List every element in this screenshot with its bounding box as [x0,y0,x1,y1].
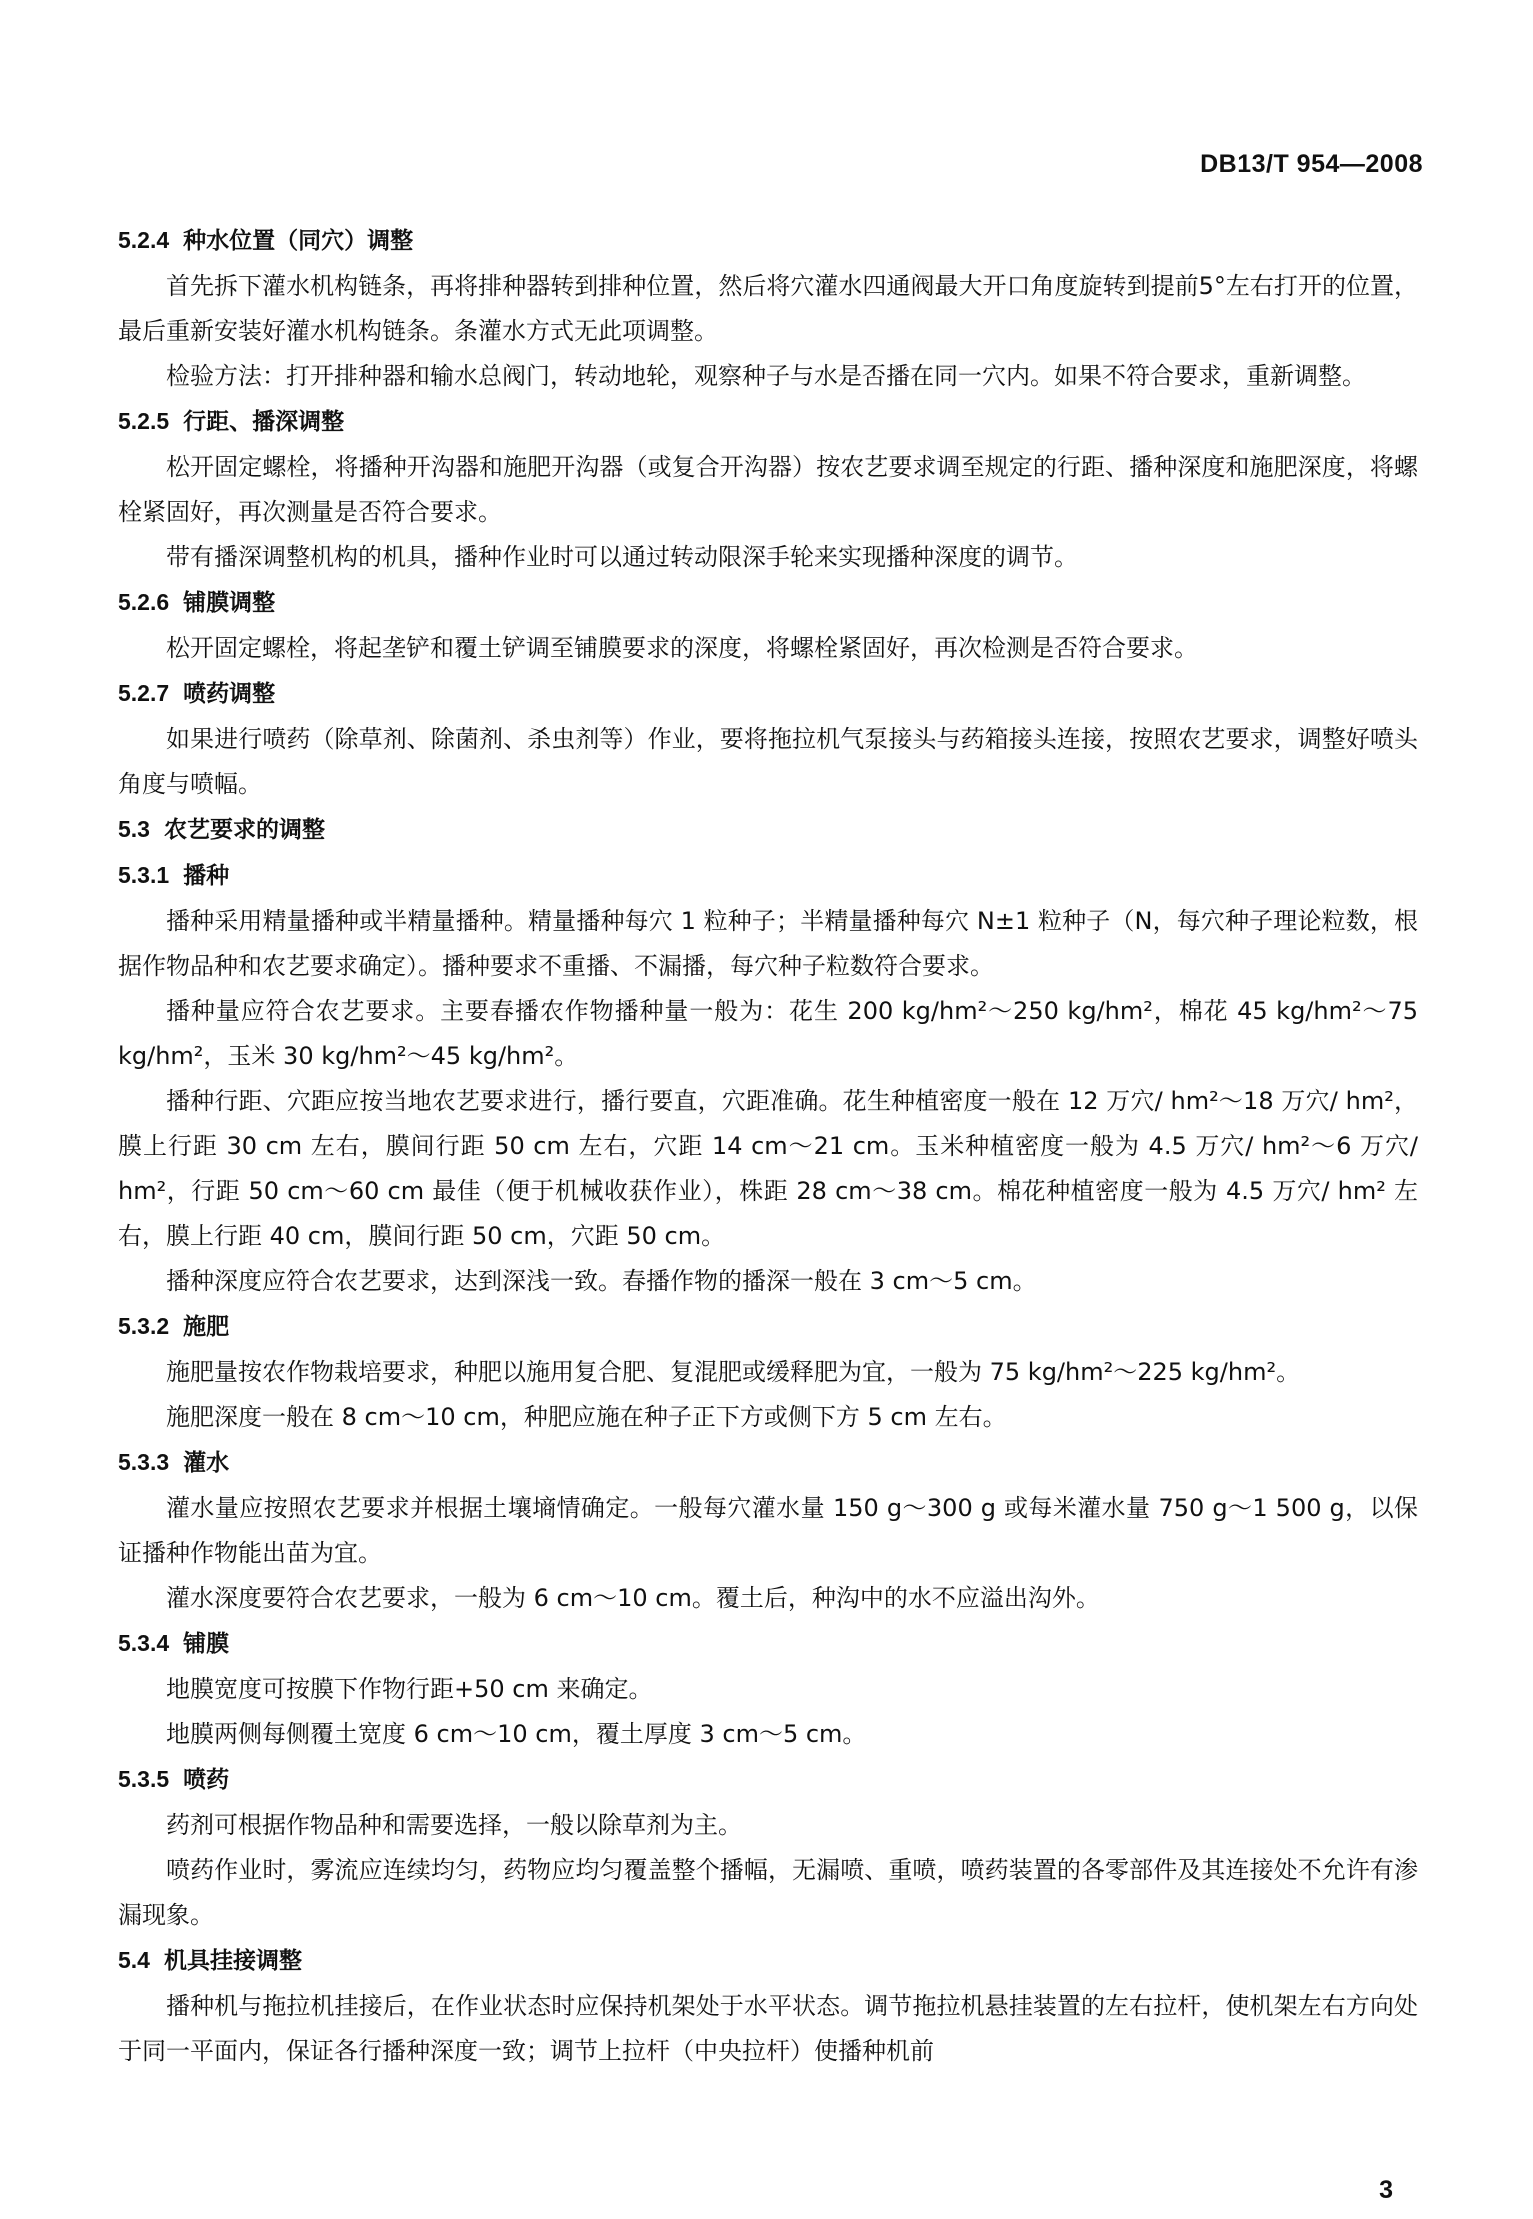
paragraph: 播种采用精量播种或半精量播种。精量播种每穴 1 粒种子；半精量播种每穴 N±1 粒种子（N，每穴种子理论粒数，根据作物品种和农艺要求确定）。播种要求不重播、不漏播，每穴种子粒数符合要求。 [118,907,1418,980]
section-title: 机具挂接调整 [163,1948,302,1974]
section-number: 5.4 [118,1947,150,1973]
section-title: 喷药调整 [183,681,276,707]
section-title: 播种 [183,863,230,889]
section-heading [118,1440,1418,1486]
paragraph: 施肥深度一般在 8 cm～10 cm，种肥应施在种子正下方或侧下方 5 cm 左右。 [166,1403,1007,1431]
paragraph: 地膜宽度可按膜下作物行距+50 cm 来确定。 [166,1675,653,1703]
section-number: 5.3.5 [118,1766,170,1792]
paragraph: 松开固定螺栓，将播种开沟器和施肥开沟器（或复合开沟器）按农艺要求调至规定的行距、播种深度和施肥深度，将螺栓紧固好，再次测量是否符合要求。 [118,453,1418,526]
section-number: 5.2.5 [118,408,170,434]
paragraph: 播种深度应符合农艺要求，达到深浅一致。春播作物的播深一般在 3 cm～5 cm。 [166,1267,1037,1295]
section-number: 5.3.1 [118,862,170,888]
paragraph: 首先拆下灌水机构链条，再将排种器转到排种位置，然后将穴灌水四通阀最大开口角度旋转到提前5°左右打开的位置，最后重新安装好灌水机构链条。条灌水方式无此项调整。 [118,272,1418,345]
section-number: 5.2.6 [118,589,170,615]
section-heading [118,671,1418,717]
section-title: 铺膜 [183,1631,230,1657]
section-title: 喷药 [183,1767,230,1793]
section-heading [118,1621,1418,1667]
section-title: 施肥 [183,1314,230,1340]
section-heading [118,218,1418,264]
section-heading [118,853,1418,899]
section-number: 5.2.4 [118,227,170,253]
section-number: 5.2.7 [118,680,170,706]
section-heading [118,580,1418,626]
paragraph: 播种机与拖拉机挂接后，在作业状态时应保持机架处于水平状态。调节拖拉机悬挂装置的左右拉杆，使机架左右方向处于同一平面内，保证各行播种深度一致；调节上拉杆（中央拉杆）使播种机前 [118,1992,1418,2065]
section-title: 灌水 [183,1450,230,1476]
paragraph: 喷药作业时，雾流应连续均匀，药物应均匀覆盖整个播幅，无漏喷、重喷，喷药装置的各零部件及其连接处不允许有渗漏现象。 [118,1856,1418,1929]
section-heading [118,1938,1418,1984]
section-number: 5.3 [118,816,150,842]
section-number: 5.3.2 [118,1313,170,1339]
section-title: 种水位置（同穴）调整 [183,228,414,254]
paragraph: 检验方法：打开排种器和输水总阀门，转动地轮，观察种子与水是否播在同一穴内。如果不符合要求，重新调整。 [166,362,1366,390]
section-heading [118,399,1418,445]
paragraph: 播种量应符合农艺要求。主要春播农作物播种量一般为：花生 200 kg/hm²～250 kg/hm²，棉花 45 kg/hm²～75 kg/hm²，玉米 30 kg/hm²～45 kg/hm²。 [118,997,1418,1070]
section-number: 5.3.4 [118,1630,170,1656]
page-number: 3 [1379,2176,1393,2204]
paragraph: 播种行距、穴距应按当地农艺要求进行，播行要直，穴距准确。花生种植密度一般在 12 万穴/ hm²～18 万穴/ hm²，膜上行距 30 cm 左右，膜间行距 50 cm 左右，穴距 14 cm～21 cm。玉米种植密度一般为 4.5 万穴/ hm²～6 万穴/ hm²，行距 50 cm～60 cm 最佳（便于机械收获作业），株距 28 cm～38 cm。棉花种植密度一般为 4.5 万穴/ hm² 左右，膜上行距 40 cm，膜间行距 50 cm，穴距 50 cm。 [118,1087,1418,1250]
section-heading [118,807,1418,853]
paragraph: 灌水量应按照农艺要求并根据土壤墒情确定。一般每穴灌水量 150 g～300 g 或每米灌水量 750 g～1 500 g，以保证播种作物能出苗为宜。 [118,1494,1418,1567]
section-heading [118,1757,1418,1803]
section-heading [118,1304,1418,1350]
paragraph: 松开固定螺栓，将起垄铲和覆土铲调至铺膜要求的深度，将螺栓紧固好，再次检测是否符合要求。 [166,634,1198,662]
section-title: 铺膜调整 [183,590,276,616]
paragraph: 施肥量按农作物栽培要求，种肥以施用复合肥、复混肥或缓释肥为宜，一般为 75 kg/hm²～225 kg/hm²。 [166,1358,1301,1386]
section-title: 农艺要求的调整 [163,817,325,843]
paragraph: 灌水深度要符合农艺要求，一般为 6 cm～10 cm。覆土后，种沟中的水不应溢出沟外。 [166,1584,1100,1612]
document-code: DB13/T 954—2008 [1200,150,1423,178]
section-title: 行距、播深调整 [183,409,345,435]
paragraph: 如果进行喷药（除草剂、除菌剂、杀虫剂等）作业，要将拖拉机气泵接头与药箱接头连接，按照农艺要求，调整好喷头角度与喷幅。 [118,725,1418,798]
paragraph: 药剂可根据作物品种和需要选择，一般以除草剂为主。 [166,1811,742,1839]
paragraph: 地膜两侧每侧覆土宽度 6 cm～10 cm，覆土厚度 3 cm～5 cm。 [166,1720,867,1748]
section-number: 5.3.3 [118,1449,170,1475]
document-body [118,218,1418,2074]
paragraph: 带有播深调整机构的机具，播种作业时可以通过转动限深手轮来实现播种深度的调节。 [166,543,1078,571]
